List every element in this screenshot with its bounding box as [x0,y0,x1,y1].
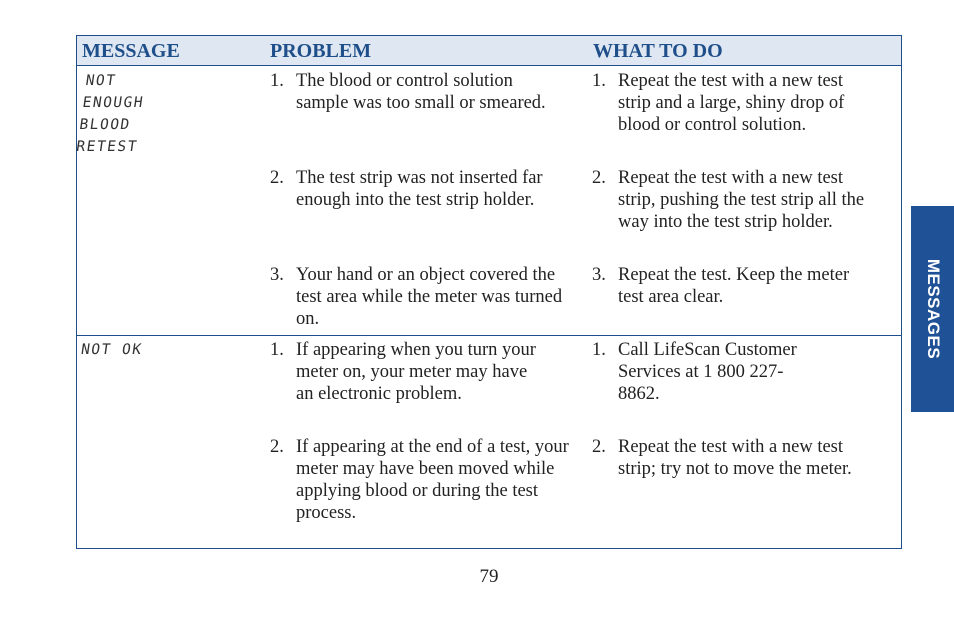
action-item [592,167,884,233]
item-text: The test strip was not inserted far enough into the test strip holder. [296,168,543,210]
item-text: If appearing at the end of a test, your meter may have been moved while applying blood or during the test process. [296,437,569,523]
item-number: 2. [592,437,606,457]
item-number: 1. [592,71,606,91]
header-what-to-do: WHAT TO DO [593,40,723,62]
item-text: Your hand or an object covered the test area while the meter was turned on. [296,265,563,329]
section-tab-label: MESSAGES [923,258,943,360]
item-number: 3. [270,265,284,285]
lcd-message [79,339,143,361]
header-message: MESSAGE [82,40,180,62]
problem-item [270,70,550,114]
page-number: 79 [479,566,499,587]
item-number: 2. [592,168,606,188]
lcd-message [75,70,149,158]
item-text: The blood or control solution sample was too small or smeared. [296,71,546,113]
section-tab-messages [911,206,954,412]
item-number: 2. [270,437,284,457]
item-text: Repeat the test with a new test strip, pushing the test strip all the way into the test strip holder. [618,168,865,232]
item-text: Repeat the test. Keep the meter test area clear. [618,265,850,307]
problem-item [270,339,540,405]
row-divider [77,335,901,336]
action-item [592,264,876,308]
action-item [592,436,884,480]
item-number: 2. [270,168,284,188]
lcd-line: BLOOD [78,117,132,133]
table-header [77,36,901,66]
action-item [592,70,876,136]
action-item [592,339,822,405]
problem-item [270,436,570,524]
problem-item [270,264,566,330]
lcd-line: RETEST [75,139,139,155]
item-text: Repeat the test with a new test strip; try not to move the meter. [618,437,852,479]
header-problem: PROBLEM [270,40,372,62]
problem-item [270,167,550,211]
item-number: 1. [270,340,284,360]
item-number: 1. [592,340,606,360]
item-number: 1. [270,71,284,91]
item-number: 3. [592,265,606,285]
item-text: Call LifeScan Customer Services at 1 800 227-8862. [618,340,797,404]
lcd-line: NOT [84,73,118,89]
messages-table [76,35,902,549]
lcd-line: ENOUGH [81,95,146,111]
item-text: If appearing when you turn your meter on, your meter may have an electronic problem. [296,340,536,404]
item-text: Repeat the test with a new test strip and a large, shiny drop of blood or control solution. [618,71,845,135]
lcd-line: NOT OK [79,342,144,358]
